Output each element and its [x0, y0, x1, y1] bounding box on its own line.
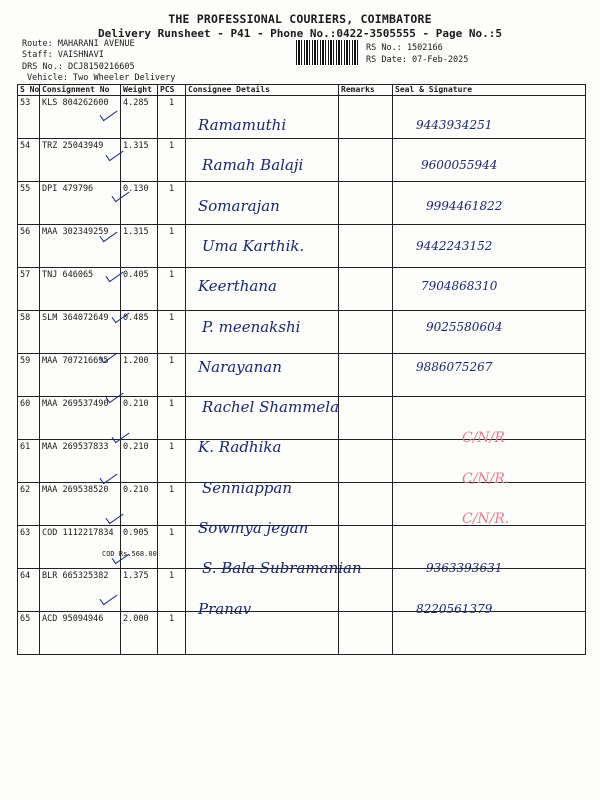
- runsheet-subtitle: Delivery Runsheet - P41 - Phone No.:0422-3505555 - Page No.:5: [98, 27, 502, 40]
- cell-pcs: 1: [158, 526, 186, 569]
- cell-signature: [393, 483, 586, 526]
- cod-amount: COD Rs.568.00: [102, 550, 157, 558]
- cell-signature: [393, 182, 586, 225]
- cell-weight: 0.905 COD Rs.568.00: [121, 526, 158, 569]
- handwritten-signature: 9025580604: [426, 319, 503, 334]
- cell-sno: 61: [18, 440, 40, 483]
- cell-pcs: 1: [158, 139, 186, 182]
- cell-consignment: MAA 707216695: [40, 354, 121, 397]
- handwritten-consignee-name: Narayanan: [198, 357, 282, 376]
- handwritten-signature: 7904868310: [421, 279, 498, 294]
- rs-date: RS Date: 07-Feb-2025: [366, 55, 469, 65]
- cell-remarks: [339, 96, 393, 139]
- cell-consignment: SLM 364072649: [40, 311, 121, 354]
- table-row: [18, 311, 586, 354]
- handwritten-consignee-name: S. Bala Subramanian: [202, 559, 362, 578]
- table-row: [18, 397, 586, 440]
- drs-number: DRS No.: DCJ8150216605: [22, 62, 135, 72]
- cell-sno: 56: [18, 225, 40, 268]
- col-header-consignment: Consignment No: [40, 85, 121, 96]
- cell-weight: 1.315: [121, 225, 158, 268]
- cell-sno: 54: [18, 139, 40, 182]
- cell-consignee: [186, 311, 339, 354]
- cell-pcs: 1: [158, 354, 186, 397]
- table-row: [18, 526, 586, 569]
- table-row: [18, 612, 586, 655]
- cell-consignment: MAA 302349259: [40, 225, 121, 268]
- vehicle-text: Vehicle: Two Wheeler Delivery: [27, 73, 176, 83]
- cell-consignee: [186, 440, 339, 483]
- cell-weight: 0.210: [121, 397, 158, 440]
- handwritten-consignee-name: Senniappan: [202, 478, 293, 497]
- cnr-remark: C/N/R.: [462, 511, 510, 527]
- cell-consignment: KLS 804262600: [40, 96, 121, 139]
- cell-remarks: [339, 397, 393, 440]
- cell-consignment: MAA 269537490: [40, 397, 121, 440]
- cell-remarks: [339, 526, 393, 569]
- cnr-remark: C/N/R.: [462, 470, 510, 487]
- cell-weight: 0.130: [121, 182, 158, 225]
- cell-weight: 0.485: [121, 311, 158, 354]
- cell-remarks: [339, 483, 393, 526]
- handwritten-consignee-name: Sowmya jegan: [198, 519, 309, 537]
- handwritten-consignee-name: Somarajan: [198, 196, 280, 215]
- table-row: [18, 483, 586, 526]
- cell-remarks: [339, 268, 393, 311]
- cell-signature: [393, 311, 586, 354]
- cell-weight: 0.210: [121, 440, 158, 483]
- cell-sno: 58: [18, 311, 40, 354]
- cell-consignment: TNJ 646065: [40, 268, 121, 311]
- cell-remarks: [339, 569, 393, 612]
- col-header-remarks: Remarks: [339, 85, 393, 96]
- cell-signature: [393, 569, 586, 612]
- cell-signature: [393, 440, 586, 483]
- cell-sno: 60: [18, 397, 40, 440]
- cell-consignment: BLR 665325382: [40, 569, 121, 612]
- cell-consignee: [186, 483, 339, 526]
- cell-remarks: [339, 225, 393, 268]
- handwritten-consignee-name: Uma Karthik.: [202, 236, 305, 255]
- cell-sno: 57: [18, 268, 40, 311]
- cell-consignee: [186, 96, 339, 139]
- handwritten-signature: 9443934251: [416, 118, 493, 132]
- cell-weight: 1.375: [121, 569, 158, 612]
- col-header-pcs: PCS: [158, 85, 186, 96]
- handwritten-consignee-name: Pranav: [198, 599, 252, 618]
- cell-sno: 55: [18, 182, 40, 225]
- handwritten-signature: 9363393631: [426, 561, 503, 576]
- cell-remarks: [339, 311, 393, 354]
- cell-signature: [393, 612, 586, 655]
- table-row: [18, 139, 586, 182]
- cell-pcs: 1: [158, 225, 186, 268]
- cell-consignment: TRZ 25043949: [40, 139, 121, 182]
- cell-sno: 65: [18, 612, 40, 655]
- table-header-row: [18, 85, 586, 96]
- handwritten-signature: 9886075267: [416, 359, 493, 374]
- cell-pcs: 1: [158, 182, 186, 225]
- cell-signature: [393, 225, 586, 268]
- cell-consignee: [186, 182, 339, 225]
- handwritten-consignee-name: Keerthana: [198, 277, 277, 296]
- col-header-weight: Weight: [121, 85, 158, 96]
- cell-consignment: MAA 269537833: [40, 440, 121, 483]
- barcode-image: [296, 40, 360, 65]
- col-header-sno: S No: [18, 85, 40, 96]
- runsheet-table: [17, 84, 586, 655]
- cell-consignee: [186, 526, 339, 569]
- handwritten-signature: 9994461822: [426, 198, 503, 213]
- cell-weight: 2.000: [121, 612, 158, 655]
- cell-weight: 0.210: [121, 483, 158, 526]
- cell-consignment: MAA 269538520: [40, 483, 121, 526]
- cell-remarks: [339, 440, 393, 483]
- cell-consignee: [186, 139, 339, 182]
- cell-signature: [393, 354, 586, 397]
- table-row: [18, 225, 586, 268]
- cell-remarks: [339, 182, 393, 225]
- table-row: [18, 182, 586, 225]
- cell-consignee: [186, 354, 339, 397]
- handwritten-consignee-name: P. meenakshi: [202, 317, 301, 336]
- cell-pcs: 1: [158, 268, 186, 311]
- cell-consignment: ACD 95094946: [40, 612, 121, 655]
- cell-consignee: [186, 569, 339, 612]
- table-row: [18, 268, 586, 311]
- cell-signature: [393, 139, 586, 182]
- cell-pcs: 1: [158, 96, 186, 139]
- handwritten-consignee-name: Ramamuthi: [198, 116, 287, 134]
- cell-consignment: DPI 479796: [40, 182, 121, 225]
- handwritten-consignee-name: K. Radhika: [198, 438, 282, 457]
- route-text: Route: MAHARANI AVENUE: [22, 39, 135, 49]
- cell-weight: 0.405: [121, 268, 158, 311]
- col-header-consignee: Consignee Details: [186, 85, 339, 96]
- handwritten-signature: 9442243152: [416, 238, 493, 253]
- handwritten-signature: 9600055944: [421, 158, 498, 173]
- cell-pcs: 1: [158, 311, 186, 354]
- rs-number: RS No.: 1502166: [366, 43, 443, 53]
- cell-consignee: [186, 397, 339, 440]
- cell-weight: 1.200: [121, 354, 158, 397]
- cell-signature: [393, 96, 586, 139]
- cell-weight: 1.315: [121, 139, 158, 182]
- cell-sno: 62: [18, 483, 40, 526]
- cell-sno: 63: [18, 526, 40, 569]
- handwritten-signature: 8220561379: [416, 601, 493, 616]
- staff-text: Staff: VAISHNAVI: [22, 50, 104, 60]
- handwritten-consignee-name: Ramah Balaji: [202, 156, 304, 175]
- cell-consignee: [186, 612, 339, 655]
- page-title: THE PROFESSIONAL COURIERS, COIMBATORE: [168, 12, 432, 26]
- cell-pcs: 1: [158, 440, 186, 483]
- cell-consignee: [186, 225, 339, 268]
- cell-remarks: [339, 139, 393, 182]
- cell-pcs: 1: [158, 612, 186, 655]
- cnr-remark: C/N/R: [462, 430, 505, 447]
- cell-signature: [393, 526, 586, 569]
- cell-remarks: [339, 612, 393, 655]
- cell-sno: 59: [18, 354, 40, 397]
- cell-sno: 53: [18, 96, 40, 139]
- cell-sno: 64: [18, 569, 40, 612]
- handwritten-consignee-name: Rachel Shammela: [202, 398, 340, 417]
- cell-pcs: 1: [158, 483, 186, 526]
- cell-pcs: 1: [158, 397, 186, 440]
- cell-remarks: [339, 354, 393, 397]
- col-header-signature: Seal & Signature: [393, 85, 586, 96]
- cell-consignee: [186, 268, 339, 311]
- cell-pcs: 1: [158, 569, 186, 612]
- cell-consignment: COD 1112217834: [40, 526, 121, 569]
- cell-signature: [393, 397, 586, 440]
- cell-signature: [393, 268, 586, 311]
- cell-weight: 4.285: [121, 96, 158, 139]
